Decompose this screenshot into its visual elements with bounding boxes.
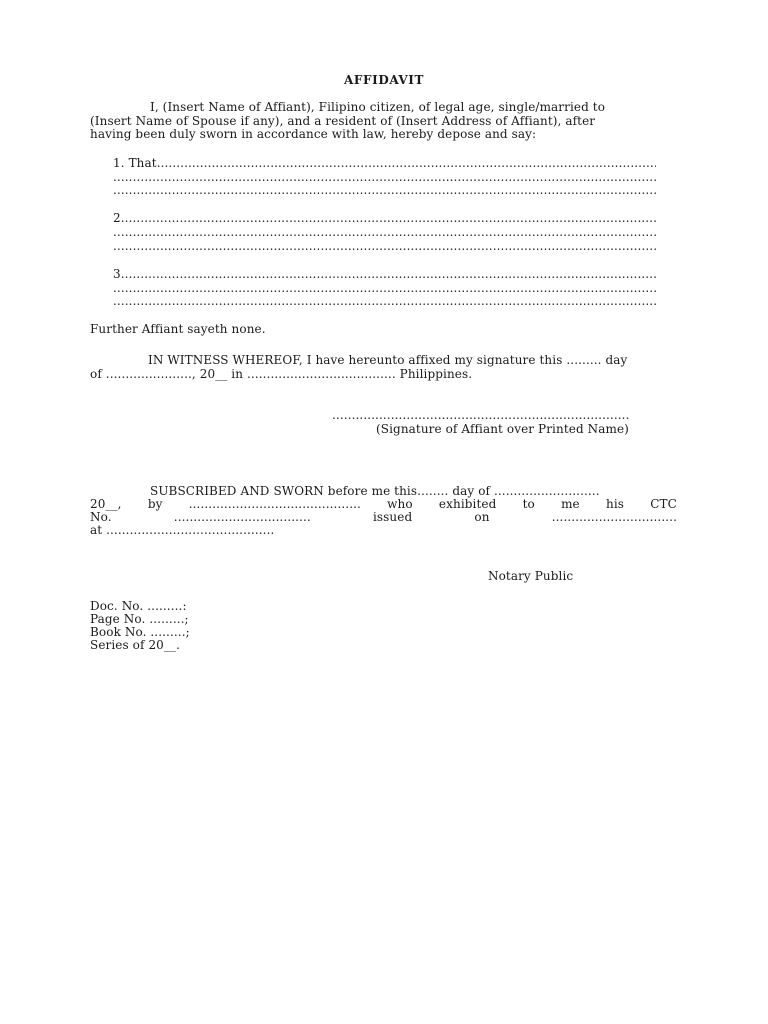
item-1-blank-line xyxy=(113,171,656,184)
item-1-label: 1. That xyxy=(113,156,157,170)
jurat-word: No. xyxy=(90,510,112,524)
jurat-word: ................................ xyxy=(551,510,677,524)
item-1-fill-line xyxy=(157,157,656,170)
jurat-word: 20__, xyxy=(90,497,122,511)
witness-line-1: IN WITNESS WHEREOF, I have hereunto affixed my signature this ......... day xyxy=(148,353,628,367)
item-3-fill-line xyxy=(125,268,658,281)
further-affiant-line: Further Affiant sayeth none. xyxy=(90,322,266,336)
jurat-word: exhibited xyxy=(438,497,497,511)
item-2-blank-line xyxy=(113,226,658,239)
series-line: Series of 20__. xyxy=(90,638,181,652)
item-2-label: 2. xyxy=(113,211,125,225)
intro-line-1: I, (Insert Name of Affiant), Filipino citizen, of legal age, single/married to xyxy=(150,100,606,114)
jurat-word: CTC xyxy=(650,497,677,511)
jurat-line-4: at ........................................... xyxy=(90,523,275,537)
jurat-line-1: SUBSCRIBED AND SWORN before me this........ day of ........................... xyxy=(150,484,600,498)
jurat-word: ............................................ xyxy=(188,497,361,511)
document-title: AFFIDAVIT xyxy=(343,73,425,87)
item-2-fill-line xyxy=(125,212,658,225)
jurat-word: issued xyxy=(372,510,413,524)
intro-line-3: having been duly sworn in accordance with law, hereby depose and say: xyxy=(90,127,537,141)
witness-line-2: of ......................, 20__ in ...................................... Philippines. xyxy=(90,367,473,381)
item-1-blank-line xyxy=(113,184,656,197)
item-2-blank-line xyxy=(113,240,658,253)
notary-public-label: Notary Public xyxy=(488,569,574,583)
item-1 xyxy=(113,157,656,170)
signature-line: ............................................................................ xyxy=(332,408,630,422)
jurat-word: to xyxy=(522,497,535,511)
item-3-blank-line xyxy=(113,295,658,308)
jurat-word: who xyxy=(387,497,413,511)
doc-no-line: Doc. No. .........: xyxy=(90,599,187,613)
book-no-line: Book No. .........; xyxy=(90,625,190,639)
intro-line-2: (Insert Name of Spouse if any), and a resident of (Insert Address of Affiant), after xyxy=(90,114,596,128)
item-3-label: 3. xyxy=(113,267,125,281)
signature-caption: (Signature of Affiant over Printed Name) xyxy=(376,422,629,436)
jurat-word: on xyxy=(474,510,490,524)
jurat-word: by xyxy=(147,497,163,511)
jurat-word: ................................... xyxy=(173,510,311,524)
item-3 xyxy=(113,268,658,281)
jurat-word: his xyxy=(605,497,625,511)
item-3-blank-line xyxy=(113,282,658,295)
item-2 xyxy=(113,212,658,225)
jurat-word: me xyxy=(561,497,580,511)
page-no-line: Page No. .........; xyxy=(90,612,189,626)
